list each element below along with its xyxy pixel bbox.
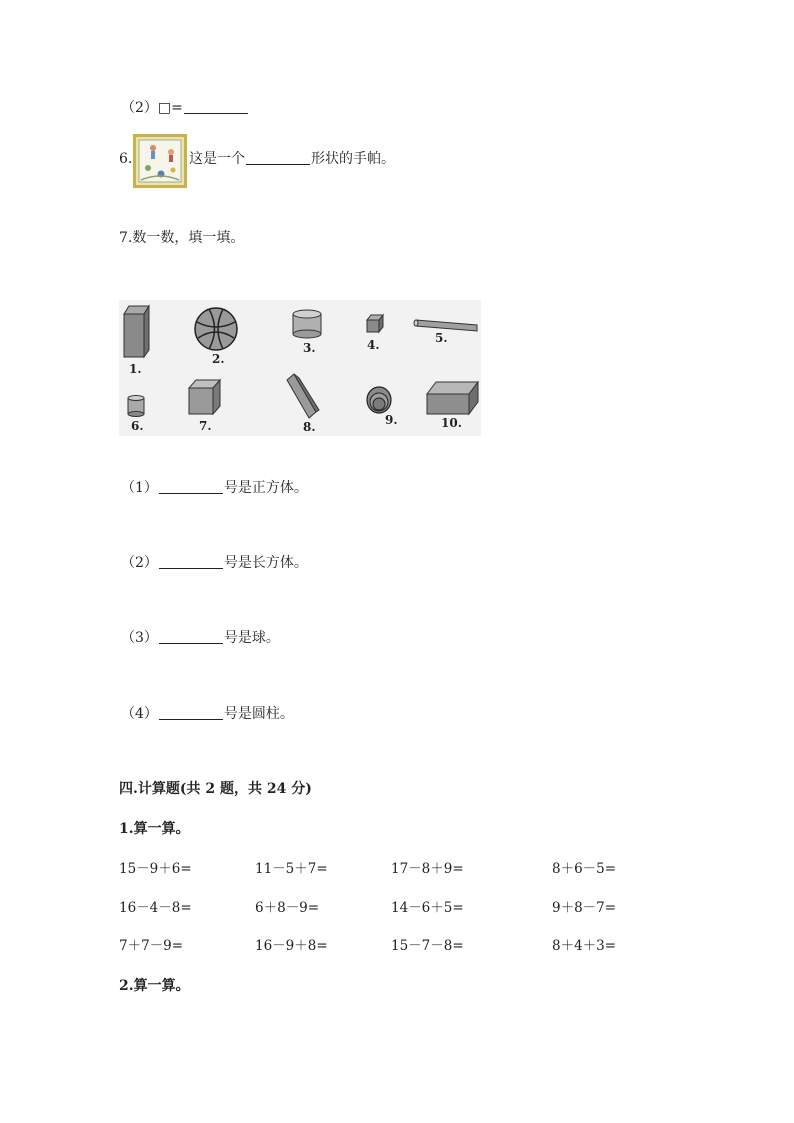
answer-blank[interactable] [184,99,248,114]
calc-item: 16－4－8= [119,900,192,916]
shape-label: 2. [212,352,225,366]
part-text: 号是圆柱。 [223,706,294,722]
shape-1-cuboid [124,306,149,357]
question-7-part-3 [121,629,280,647]
question-7-part-4 [121,705,294,723]
part-text: 号是正方体。 [223,480,308,496]
shape-label: 1. [129,362,142,376]
shape-7-cube [189,380,220,414]
shape-label: 5. [435,331,448,345]
shape-10-cuboid [427,382,478,414]
shapes-figure [119,300,481,436]
answer-blank[interactable] [159,479,223,494]
calc-item: 7＋7－9= [119,938,184,954]
answer-blank[interactable] [159,554,223,569]
empty-box: □ [157,100,172,116]
calc-item: 9＋8－7= [552,900,617,916]
section-4-title: 四.计算题(共 2 题，共 24 分) [119,781,312,797]
part-text: 号是长方体。 [223,555,308,571]
q6-text-start: 这是一个 [189,151,245,167]
calc-item: 15－9＋6= [119,861,192,877]
shape-label: 6. [131,419,144,433]
answer-blank[interactable] [246,150,310,165]
question-7-part-2 [121,554,308,572]
question-7-part-1 [121,479,308,497]
part-prefix: （3） [121,630,158,646]
shape-6-cylinder [128,396,144,417]
part-text: 号是球。 [223,630,280,646]
calc-item: 8＋4＋3= [552,938,617,954]
shape-label: 3. [303,341,316,355]
shape-3-cylinder [293,310,321,338]
shape-label: 7. [199,419,212,433]
calc-item: 16－9＋8= [255,938,328,954]
calc-2-title: 2.算一算。 [119,978,190,994]
shape-label: 8. [303,420,316,434]
calc-item: 6＋8－9= [255,900,320,916]
part-prefix: （2） [121,555,158,571]
shape-label: 10. [441,416,462,430]
equals-sign: = [171,100,183,116]
question-6-number: 6. [119,151,133,167]
shape-2-ball [195,308,237,350]
calc-item: 17－8＋9= [391,861,464,877]
shape-4-cube [367,315,383,332]
calc-item: 15－7－8= [391,938,464,954]
calc-item: 8＋6－5= [552,861,617,877]
handkerchief-image [133,134,187,188]
calc-1-title: 1.算一算。 [119,821,190,837]
part-prefix: （2） [121,100,158,116]
answer-blank[interactable] [159,629,223,644]
answer-blank[interactable] [159,705,223,720]
calc-item: 14－6＋5= [391,900,464,916]
part-prefix: （1） [121,480,158,496]
part-prefix: （4） [121,706,158,722]
question-7-title: 7.数一数，填一填。 [119,230,245,246]
shape-label: 4. [367,338,380,352]
shape-label: 9. [385,413,398,427]
calc-item: 11－5＋7= [255,861,328,877]
shape-9-rings [367,387,391,413]
q6-text-end: 形状的手帕。 [311,151,395,167]
question-6 [189,150,395,168]
question-5-part-2 [121,99,249,117]
